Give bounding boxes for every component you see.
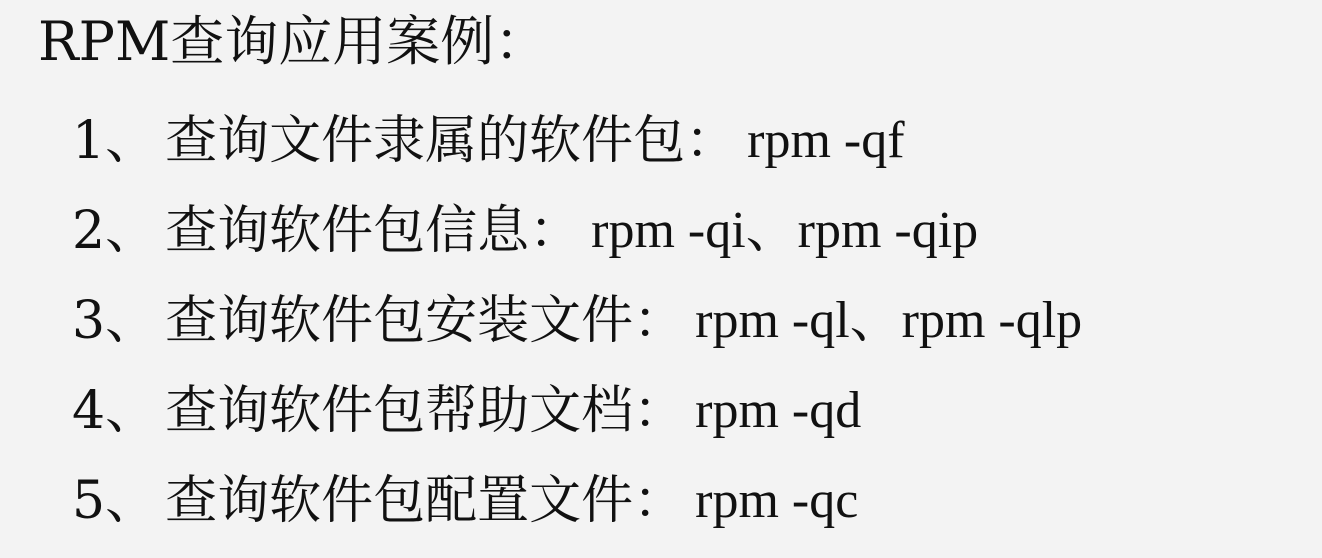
- item-number: 1: [72, 111, 106, 171]
- item-separator: 、: [105, 291, 158, 351]
- item-number: 5: [72, 471, 106, 531]
- item-description: 查询文件隶属的软件包：: [165, 111, 738, 171]
- page-title: RPM查询应用案例：: [38, 10, 549, 73]
- item-command: rpm -qf: [747, 112, 905, 169]
- item-separator: 、: [105, 111, 158, 171]
- item-separator: 、: [105, 471, 158, 531]
- item-number: 3: [72, 291, 106, 351]
- list-item: [72, 366, 1312, 456]
- item-description: 查询软件包信息：: [165, 201, 582, 261]
- list-item: [72, 96, 1312, 186]
- item-command: rpm -qc: [695, 472, 859, 529]
- item-command: rpm -qi、rpm -qip: [591, 202, 979, 259]
- list-item: [72, 276, 1312, 366]
- rpm-query-list: [72, 96, 1312, 546]
- item-description: 查询软件包安装文件：: [165, 291, 686, 351]
- list-item: [72, 186, 1312, 276]
- item-number: 2: [72, 201, 106, 261]
- item-command: rpm -qd: [695, 382, 862, 439]
- item-command: rpm -ql、rpm -qlp: [695, 292, 1083, 349]
- item-separator: 、: [105, 201, 158, 261]
- list-item: [72, 456, 1312, 546]
- item-description: 查询软件包帮助文档：: [165, 381, 686, 441]
- item-number: 4: [72, 381, 106, 441]
- item-description: 查询软件包配置文件：: [165, 471, 686, 531]
- item-separator: 、: [105, 381, 158, 441]
